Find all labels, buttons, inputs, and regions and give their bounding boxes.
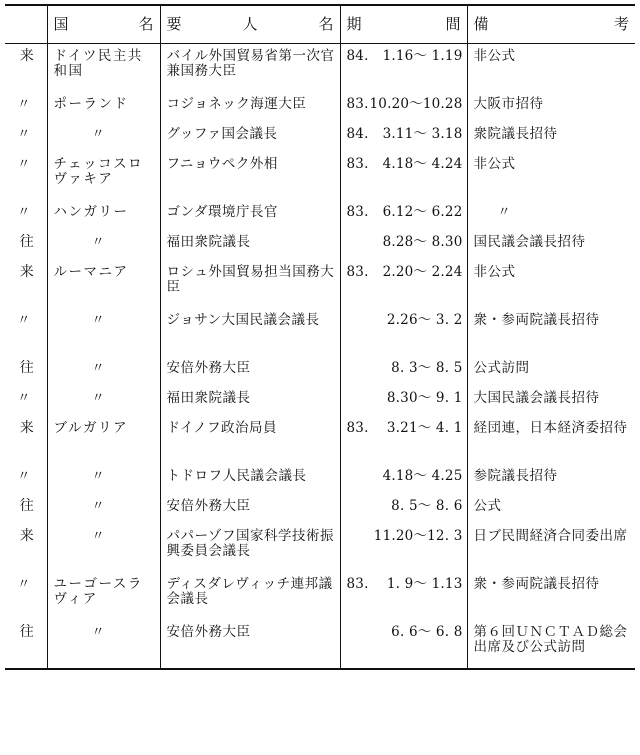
table-row bbox=[5, 308, 635, 356]
period-year: 83. bbox=[346, 576, 369, 592]
person-cell: パパーゾフ国家科学技術振興委員会議長 bbox=[160, 524, 340, 572]
period-cell bbox=[340, 524, 467, 572]
table-row bbox=[5, 464, 635, 494]
note-cell: 第６回ＵＮＣＴＡＤ総会出席及び公式訪問 bbox=[467, 620, 635, 669]
period-year: 84. bbox=[346, 126, 369, 142]
table-row bbox=[5, 494, 635, 524]
note-cell bbox=[467, 200, 635, 230]
note-cell: 非公式 bbox=[467, 44, 635, 93]
direction-cell: 来 bbox=[19, 528, 34, 544]
period-cell bbox=[340, 572, 467, 620]
period-cell bbox=[340, 308, 467, 356]
period-range: 6.12～ 6.22 bbox=[382, 204, 463, 220]
note-cell: 日ブ民間経済合同委出席 bbox=[467, 524, 635, 572]
person-cell: ロシュ外国貿易担当国務大臣 bbox=[160, 260, 340, 308]
period-year: 83. bbox=[346, 156, 369, 172]
period-range: 8.28～ 8.30 bbox=[382, 234, 463, 250]
period-range: 3.21～ 4. 1 bbox=[386, 420, 463, 436]
table-row bbox=[5, 386, 635, 416]
ditto-mark: 〃 bbox=[17, 205, 31, 220]
period-cell bbox=[340, 92, 467, 122]
period-range: 6. 6～ 6. 8 bbox=[391, 624, 463, 640]
note-cell: 参院議長招待 bbox=[467, 464, 635, 494]
period-year: 83. bbox=[346, 420, 369, 436]
ditto-mark: 〃 bbox=[17, 469, 31, 484]
note-cell: 経団連，日本経済委招待 bbox=[467, 416, 635, 464]
person-cell: ジョサン大国民議会議長 bbox=[160, 308, 340, 356]
period-cell bbox=[340, 494, 467, 524]
direction-cell: 来 bbox=[19, 264, 34, 280]
header-note: 備 考 bbox=[467, 5, 635, 44]
person-cell: グッファ国会議長 bbox=[160, 122, 340, 152]
country-cell: ユーゴースラヴィア bbox=[47, 572, 160, 620]
ditto-mark: 〃 bbox=[91, 361, 107, 376]
table-row bbox=[5, 122, 635, 152]
table-row bbox=[5, 44, 635, 93]
ditto-mark: 〃 bbox=[17, 127, 31, 142]
table-row bbox=[5, 200, 635, 230]
ditto-mark: 〃 bbox=[497, 205, 512, 220]
direction-cell bbox=[5, 152, 47, 200]
direction-cell bbox=[5, 92, 47, 122]
direction-cell: 往 bbox=[5, 620, 47, 669]
note-cell: 公式 bbox=[467, 494, 635, 524]
country-cell bbox=[47, 386, 160, 416]
country-cell: ドイツ民主共和国 bbox=[47, 44, 160, 93]
period-cell bbox=[340, 260, 467, 308]
period-cell bbox=[340, 386, 467, 416]
note-cell: 衆・参両院議長招待 bbox=[467, 572, 635, 620]
header-direction bbox=[5, 5, 47, 44]
table-header-row bbox=[5, 5, 635, 44]
period-cell bbox=[340, 122, 467, 152]
table-row bbox=[5, 230, 635, 260]
person-cell: トドロフ人民議会議長 bbox=[160, 464, 340, 494]
note-cell: 大阪市招待 bbox=[467, 92, 635, 122]
country-cell bbox=[47, 620, 160, 669]
period-year: 83. bbox=[346, 204, 369, 220]
official-visits-table bbox=[5, 4, 635, 670]
ditto-mark: 〃 bbox=[17, 577, 31, 592]
period-range: 8. 5～ 8. 6 bbox=[391, 498, 463, 514]
direction-cell: 往 bbox=[19, 498, 34, 514]
direction-cell: 来 bbox=[19, 420, 34, 436]
ditto-mark: 〃 bbox=[91, 529, 107, 544]
direction-cell bbox=[5, 308, 47, 356]
period-cell bbox=[340, 416, 467, 464]
table-row bbox=[5, 524, 635, 572]
person-cell: 安倍外務大臣 bbox=[160, 494, 340, 524]
note-cell: 非公式 bbox=[467, 152, 635, 200]
country-cell: ルーマニア bbox=[47, 260, 160, 308]
ditto-mark: 〃 bbox=[91, 127, 107, 142]
table-row bbox=[5, 620, 635, 669]
period-year: 83. bbox=[346, 96, 369, 112]
period-range: 10.20～10.28 bbox=[369, 96, 463, 112]
direction-cell: 往 bbox=[19, 360, 34, 376]
note-cell: 衆・参両院議長招待 bbox=[467, 308, 635, 356]
person-cell: ゴンダ環境庁長官 bbox=[160, 200, 340, 230]
ditto-mark: 〃 bbox=[17, 97, 31, 112]
period-range: 2.20～ 2.24 bbox=[382, 264, 463, 280]
period-cell bbox=[340, 44, 467, 93]
person-cell: 安倍外務大臣 bbox=[160, 356, 340, 386]
ditto-mark: 〃 bbox=[91, 625, 107, 640]
country-cell: ポーランド bbox=[47, 92, 160, 122]
table-row bbox=[5, 152, 635, 200]
person-cell: ディスダレヴィッチ連邦議会議長 bbox=[160, 572, 340, 620]
person-cell: 福田衆院議長 bbox=[160, 386, 340, 416]
period-range: 3.11～ 3.18 bbox=[382, 126, 463, 142]
note-cell: 公式訪問 bbox=[467, 356, 635, 386]
country-cell: チェッコスロヴァキア bbox=[47, 152, 160, 200]
ditto-mark: 〃 bbox=[91, 469, 107, 484]
person-cell: バイル外国貿易省第一次官兼国務大臣 bbox=[160, 44, 340, 93]
ditto-mark: 〃 bbox=[91, 313, 107, 328]
person-cell: 福田衆院議長 bbox=[160, 230, 340, 260]
person-cell: コジョネック海運大臣 bbox=[160, 92, 340, 122]
country-cell bbox=[47, 230, 160, 260]
ditto-mark: 〃 bbox=[17, 157, 31, 172]
country-cell bbox=[47, 308, 160, 356]
country-cell bbox=[47, 494, 160, 524]
note-cell: 国民議会議長招待 bbox=[467, 230, 635, 260]
period-range: 1. 9～ 1.13 bbox=[386, 576, 463, 592]
direction-cell: 往 bbox=[19, 234, 34, 250]
note-cell: 大国民議会議長招待 bbox=[467, 386, 635, 416]
period-range: 4.18～ 4.25 bbox=[382, 468, 463, 484]
direction-cell: 来 bbox=[19, 48, 34, 64]
table-row bbox=[5, 356, 635, 386]
country-cell: ハンガリー bbox=[47, 200, 160, 230]
period-range: 4.18～ 4.24 bbox=[382, 156, 463, 172]
ditto-mark: 〃 bbox=[17, 391, 31, 406]
person-cell: ドイノフ政治局員 bbox=[160, 416, 340, 464]
table-row bbox=[5, 92, 635, 122]
direction-cell bbox=[5, 386, 47, 416]
country-cell bbox=[47, 356, 160, 386]
period-year: 83. bbox=[346, 264, 369, 280]
direction-cell bbox=[5, 122, 47, 152]
header-country: 国 名 bbox=[47, 5, 160, 44]
period-range: 2.26～ 3. 2 bbox=[386, 312, 463, 328]
header-period: 期 間 bbox=[340, 5, 467, 44]
ditto-mark: 〃 bbox=[17, 313, 31, 328]
country-cell bbox=[47, 464, 160, 494]
ditto-mark: 〃 bbox=[91, 499, 107, 514]
table-row bbox=[5, 260, 635, 308]
period-year: 84. bbox=[346, 48, 369, 64]
ditto-mark: 〃 bbox=[91, 235, 107, 250]
ditto-mark: 〃 bbox=[91, 391, 107, 406]
country-cell bbox=[47, 524, 160, 572]
period-cell bbox=[340, 356, 467, 386]
country-cell bbox=[47, 122, 160, 152]
period-range: 8.30～ 9. 1 bbox=[386, 390, 463, 406]
period-cell bbox=[340, 620, 467, 669]
table-row bbox=[5, 416, 635, 464]
note-cell: 衆院議長招待 bbox=[467, 122, 635, 152]
direction-cell bbox=[5, 572, 47, 620]
header-person: 要 人 名 bbox=[160, 5, 340, 44]
period-range: 8. 3～ 8. 5 bbox=[391, 360, 463, 376]
person-cell: 安倍外務大臣 bbox=[160, 620, 340, 669]
period-cell bbox=[340, 230, 467, 260]
note-cell: 非公式 bbox=[467, 260, 635, 308]
period-range: 1.16～ 1.19 bbox=[382, 48, 463, 64]
person-cell: フニョウペク外相 bbox=[160, 152, 340, 200]
period-cell bbox=[340, 200, 467, 230]
period-range: 11.20～12. 3 bbox=[373, 528, 463, 544]
country-cell: ブルガリア bbox=[47, 416, 160, 464]
direction-cell bbox=[5, 200, 47, 230]
direction-cell bbox=[5, 464, 47, 494]
period-cell bbox=[340, 152, 467, 200]
period-cell bbox=[340, 464, 467, 494]
table-row bbox=[5, 572, 635, 620]
